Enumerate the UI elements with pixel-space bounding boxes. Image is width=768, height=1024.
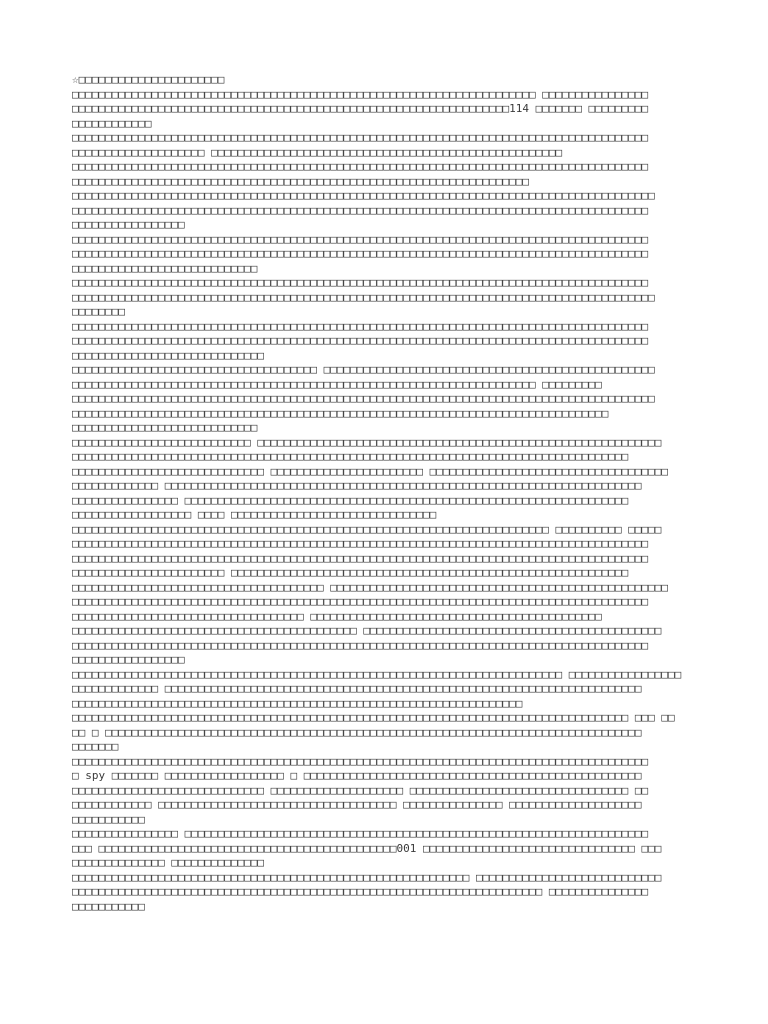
text-line: □□□□□□□□□□□□□□□□□□□□□□□□□□□□□□□□□□□□□□□□□□□□□□□□□□□□□□□□□□□□□□□□□□□□□□□□□□□□□□□□□□□□ □□□ □□	[72, 711, 675, 724]
text-line: □□□□□□□□□□□□□□□□□□□□□□□ □□□□□□□□□□□□□□□□□□□□□□□□□□□□□□□□□□□□□□□□□□□□□□□□□□□□□□□□□□□□	[72, 566, 629, 579]
text-line: □□□□□□□□□□□□□□□□□□□□ □□□□□□□□□□□□□□□□□□□□□□□□□□□□□□□□□□□□□□□□□□□□□□□□□□□□□	[72, 145, 563, 159]
text-line: □□□□□□□□□□□□□□□□□□□□□□□□□□□□□□□□□□□□□□□□□□□□□□□□□□□□□□□□□□□□□□□□□□□□□□□□□□□□□□□□□□□□□□□	[72, 131, 649, 144]
text-line: □□□□□□□□□□□□□□□□□□□□□□□□□□□□□□□□□□□□□□□□□□□□□□□□□□□□□□□□□□□□ □□□□□□□□□□□□□□□□□□□□□□□□□□□□	[72, 870, 662, 884]
text-line: □□□□□□□□□□□□□□□□□□□□□□□□□□□□□□□□□□□□□□□□□□□□□□□□□□□□□□□□□□□□□□□□□□□□□□□□□□□□□□□□□□□□□□□□	[72, 189, 655, 202]
text-line: □□□□□□□□□□□□□□□□□□□□□□□□□□□□□□□□□□□□□□□□□□□□□□□□□□□□□□□□□□□□□□□□□□□□□□□ □□□□□□□□□□□□□□□	[72, 885, 649, 898]
text-line: □□□□□□□□□□□	[72, 812, 145, 826]
text-line: □□□□□□□□□□□□□□□□□□□□□□□□□□□□□□□□□□□□□□□□□□□□□□□□□□□□□□□□□□□□□□□□□□□□□□ □□□□□□□□□□□□□□□□	[72, 87, 649, 101]
text-line: □□□□□□□□□□□□□□□□□□□□□□□□□□□□□□□□□□□□□□□□□□□□□□□□□□□□□□□□□□□□□□□□□□□□□□□□□□□□□□□□□□□□□□□	[72, 319, 649, 333]
text-line: □□□□□□□□□□□□□□□□□□□□□□□□□□□□□□□□□□□□□□□□□□□□□□□□□□□□□□□□□□□□□□□□□□□□□□□□□□□□□□□□□□□□□□□	[72, 551, 649, 565]
text-line: □□□□□□□□□□□□□□□□□□□□□□□□□□□□□□□□□□□□□□□□□□□□□□□□□□□□□□□□□□□□□□□□□□□□□□□□□□ □□□□□□□□□□□□□□□□□	[72, 667, 682, 681]
text-line: □□□□□□□□□□□□□□□□□□□□□□□□□□□□□□□□□□□□□□□□□□□□□□□□□□□□□□□□□□□□□□□□□□□□□	[72, 174, 529, 188]
text-line: □□□□□□□□□□□□□□□□□□□□□□□□□□□ □□□□□□□□□□□□□□□□□□□□□□□□□□□□□□□□□□□□□□□□□□□□□□□□□□□□□□□□□□□□□	[72, 435, 662, 449]
text-line: □ spy □□□□□□□ □□□□□□□□□□□□□□□□□□ □ □□□□□□□□□□□□□□□□□□□□□□□□□□□□□□□□□□□□□□□□□□□□□□□□□□□	[72, 769, 642, 782]
text-line: □□□□□□□□□□□□□ □□□□□□□□□□□□□□□□□□□□□□□□□□□□□□□□□□□□□□□□□□□□□□□□□□□□□□□□□□□□□□□□□□□□□□□□	[72, 479, 642, 492]
text-line: □□□□□□□□□□□□□□□□□□□□□□□□□□□□□□□□□□□□□□□□□□□□□□□□□□□□□□□□□□□□□□□□□□□□□□ □□□□□□□□□	[72, 377, 602, 391]
text-line: □□□□□□□□□□□□□□□□□	[72, 218, 185, 231]
text-line: □□□□□□□□□□□□□□□□□□□□□□□□□□□□□□□□□□□□□□□□□□□□□□□□□□□□□□□□□□□□□□□□□□□□□□□□□□□□□□□□□□□□□□□	[72, 537, 649, 550]
text-line: □□□□□□□□□□□□□□□□□□□□□□□□□□□□□□□□□□□□□□□□□□□□□□□□□□□□□□□□□□□□□□□□□□□□□□□□□□□□□□□□□□□□□□□□	[72, 392, 655, 405]
text-line: □□□□□□□□□□□□□□□□□□□□□□□□□□□□□□□□□□□□□□□□□□□□□□□□□□□□□□□□□□□□□□□□□□□□□□□□□□□□□□□□□□□□□□□	[72, 638, 649, 652]
text-line: □□□□□□□□□□□□□□□□□□□□□□□□□□□□□□□□□□□□□□□□□□□□□□□□□□□□□□□□□□□□□□□□□□□□□□□□ □□□□□□□□□□ □□□□□	[72, 522, 662, 536]
text-line: □□□□□□□□□□□□□□□□□	[72, 653, 185, 666]
text-line: □□ □ □□□□□□□□□□□□□□□□□□□□□□□□□□□□□□□□□□□□□□□□□□□□□□□□□□□□□□□□□□□□□□□□□□□□□□□□□□□□□□□□□	[72, 725, 642, 739]
text-line: □□□□□□□□□□□□□□□□□□□□□□□□□□□□□□□□□□□□□□□□□□□□□□□□□□□□□□□□□□□□□□□□□□□□□□□□□□□□□□□□□□□□□□□	[72, 247, 649, 260]
text-line: □□□□□□□□□□□□□□□□□□□□□□□□□□□□□□□□□□□□□□□□□□□□□□□□□□□□□□□□□□□□□□□□□□□□□□□□□□□□□□□□□□□□□□□	[72, 160, 649, 173]
text-line: □□□□□□□□□□□□□□□□□□□□□□□□□□□□□□□□□□□□□□□□□□□□□□□□□□□□□□□□□□□□□□□□□□□□	[72, 696, 523, 710]
text-line: □□□□□□□□□□□□ □□□□□□□□□□□□□□□□□□□□□□□□□□□□□□□□□□□□ □□□□□□□□□□□□□□□ □□□□□□□□□□□□□□□□□□□□	[72, 798, 642, 811]
text-line: □□□□□□□□□□□□□□□□□□□□□□□□□□□□□□□□□□□□□□□□□□□□□□□□□□□□□□□□□□□□□□□□□□□□□□□□□□□□□□□□□□□□□□□	[72, 334, 649, 347]
text-line: □□□□□□□□□□□□□□□□□□□□□□□□□□□□□□□□□□□□□□□□□□□□□□□□□□□□□□□□□□□□□□□□□□□□□□□□□□□□□□□□□□□□□□□	[72, 276, 649, 289]
text-line: □□□□□□□□□□□□□□□□□□□□□□□□□□□□□□□□□□□□□□□□□□□□□□□□□□□□□□□□□□□□□□□□□□□□□□□□□□□□□□□□□□□□□□□	[72, 203, 649, 217]
text-line: □□□□□□□□□□□□□□□□ □□□□□□□□□□□□□□□□□□□□□□□□□□□□□□□□□□□□□□□□□□□□□□□□□□□□□□□□□□□□□□□□□□□	[72, 493, 629, 507]
document-body	[72, 73, 704, 914]
text-line: □□□□□□□□□□□□	[72, 116, 152, 130]
text-line: □□□□□□□□□□□□□□□□□□□□□□□□□□□□□□□□□□□□□□□□□□□□□□□□□□□□□□□□□□□□□□□□□□□□□□□□□□□□□□□□□	[72, 406, 609, 420]
text-line: □□□□□□□□□□□□□□□□□□□□□□□□□□□□□ □□□□□□□□□□□□□□□□□□□□ □□□□□□□□□□□□□□□□□□□□□□□□□□□□□□□□□ □□	[72, 783, 649, 797]
text-line: □□□□□□□□□□□□□□□□□□□□□□□□□□□□□□□□□□□□□□□□□□□□□□□□□□□□□□□□□□□□□□□□□□□□□□□□□□□□□□□□□□□□	[72, 450, 629, 463]
text-line: □□□□□□□□□□□□□□□□□□□□□□□□□□□□□□□□□□□□□□□□□□□□□□□□□□□□□□□□□□□□□□□□□□□□□□□□□□□□□□□□□□□□□□□□	[72, 290, 655, 304]
text-line: □□□□□□□□□□□□□□□□□□□□□□□□□□□□	[72, 261, 258, 275]
text-line: □□□□□□□□□□□□□□□□□□□□□□□□□□□□□□□□□□□□□□□□□□□□□□□□□□□□□□□□□□□□□□□□□□114 □□□□□□□ □□□□□□□□□	[72, 102, 649, 115]
text-line: □□□□□□□□□□□□□□ □□□□□□□□□□□□□□	[72, 856, 265, 869]
text-line: □□□□□□□□□□□□□□□□□□□□□□□□□□□□□□□□□□□□□□ □□□□□□□□□□□□□□□□□□□□□□□□□□□□□□□□□□□□□□□□□□□□□□□□□□□	[72, 580, 669, 594]
text-line: □□□□□□□	[72, 740, 119, 753]
document-heading: ☆□□□□□□□□□□□□□□□□□□□□□□	[72, 73, 225, 86]
text-line: □□□□□□□□	[72, 305, 125, 318]
text-line: □□□□□□□□□□□□□□□□□□□□□□□□□□□□□	[72, 348, 265, 362]
text-line: □□□ □□□□□□□□□□□□□□□□□□□□□□□□□□□□□□□□□□□□□□□□□□□□□001 □□□□□□□□□□□□□□□□□□□□□□□□□□□□□□□□ □□□	[72, 841, 662, 855]
text-line: □□□□□□□□□□□	[72, 899, 145, 913]
text-line: □□□□□□□□□□□□□□□□□□□□□□□□□□□□□□□□□□□□□□□□□□□□□□□□□□□□□□□□□□□□□□□□□□□□□□□□□□□□□□□□□□□□□□□	[72, 754, 649, 768]
text-line: □□□□□□□□□□□□□ □□□□□□□□□□□□□□□□□□□□□□□□□□□□□□□□□□□□□□□□□□□□□□□□□□□□□□□□□□□□□□□□□□□□□□□□	[72, 682, 642, 695]
text-line: □□□□□□□□□□□□□□□□□□ □□□□ □□□□□□□□□□□□□□□□□□□□□□□□□□□□□□□	[72, 508, 437, 521]
text-line: □□□□□□□□□□□□□□□□□□□□□□□□□□□□	[72, 421, 258, 434]
text-line: □□□□□□□□□□□□□□□□□□□□□□□□□□□□□□□□□□□ □□□□□□□□□□□□□□□□□□□□□□□□□□□□□□□□□□□□□□□□□□□□	[72, 609, 602, 623]
text-line: □□□□□□□□□□□□□□□□□□□□□□□□□□□□□□□□□□□□□□□□□□□□□□□□□□□□□□□□□□□□□□□□□□□□□□□□□□□□□□□□□□□□□□□	[72, 595, 649, 608]
text-line: □□□□□□□□□□□□□□□□□□□□□□□□□□□□□□□□□□□□□□□□□□□ □□□□□□□□□□□□□□□□□□□□□□□□□□□□□□□□□□□□□□□□□□□□□	[72, 624, 662, 637]
text-line: □□□□□□□□□□□□□□□□□□□□□□□□□□□□□ □□□□□□□□□□□□□□□□□□□□□□□ □□□□□□□□□□□□□□□□□□□□□□□□□□□□□□□□□□□□	[72, 464, 669, 478]
text-line: □□□□□□□□□□□□□□□□□□□□□□□□□□□□□□□□□□□□□□□□□□□□□□□□□□□□□□□□□□□□□□□□□□□□□□□□□□□□□□□□□□□□□□□	[72, 232, 649, 246]
text-line: □□□□□□□□□□□□□□□□□□□□□□□□□□□□□□□□□□□□□ □□□□□□□□□□□□□□□□□□□□□□□□□□□□□□□□□□□□□□□□□□□□□□□□□□	[72, 363, 655, 376]
text-line: □□□□□□□□□□□□□□□□ □□□□□□□□□□□□□□□□□□□□□□□□□□□□□□□□□□□□□□□□□□□□□□□□□□□□□□□□□□□□□□□□□□□□□□	[72, 827, 649, 840]
